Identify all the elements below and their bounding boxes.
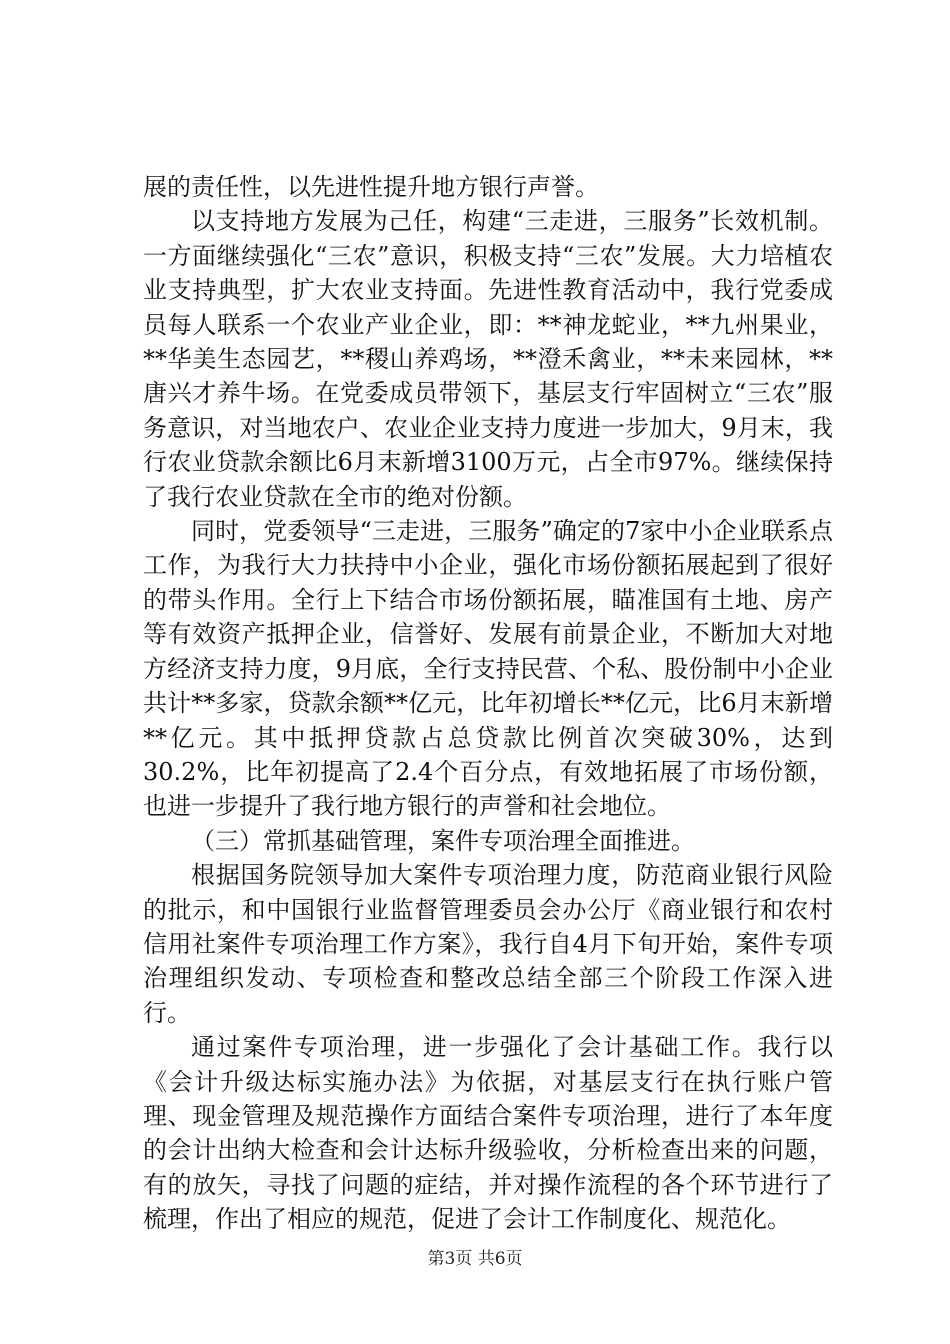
paragraph-continuation: 展的责任性，以先进性提升地方银行声誉。	[143, 173, 599, 201]
page-number-footer: 第3页 共6页	[427, 1249, 523, 1269]
paragraph-rural-support: 以支持地方发展为己任，构建“三走进，三服务”长效机制。一方面继续强化“三农”意识，积极支持“三农”发展。大力培植农业支持典型，扩大农业支持面。先进性教育活动中，我行党委成员每人联系一个农业产业企业，即：**神龙蛇业，**九州果业，**华美生态园艺，**稷山养鸡场，**澄禾禽业，**未来园林，**唐兴才养牛场。在党委成员带领下，基层支行牢固树立“三农”服务意识，对当地农户、农业企业支持力度进一步加大，9月末，我行农业贷款余额比6月末新增3100万元，占全市97%。继续保持了我行农业贷款在全市的绝对份额。	[143, 207, 833, 511]
section-heading-basic-management: （三）常抓基础管理，案件专项治理全面推进。	[191, 826, 695, 855]
paragraph-case-governance: 根据国务院领导加大案件专项治理力度，防范商业银行风险的批示，和中国银行业监督管理委员会办公厅《商业银行和农村信用社案件专项治理工作方案》，我行自4月下旬开始，案件专项治理组织发动、专项检查和整改总结全部三个阶段工作深入进行。	[143, 861, 833, 1027]
document-body	[143, 170, 833, 1237]
paragraph-sme-support: 同时，党委领导“三走进，三服务”确定的7家中小企业联系点工作，为我行大力扶持中小企业，强化市场份额拓展起到了很好的带头作用。全行上下结合市场份额拓展，瞄准国有土地、房产等有效资产抵押企业，信誉好、发展有前景企业，不断加大对地方经济支持力度，9月底，全行支持民营、个私、股份制中小企业共计**多家，贷款余额**亿元，比年初增长**亿元，比6月末新增**亿元。其中抵押贷款占总贷款比例首次突破30%，达到30.2%，比年初提高了2.4个百分点，有效地拓展了市场份额，也进一步提升了我行地方银行的声誉和社会地位。	[143, 517, 833, 821]
paragraph-accounting: 通过案件专项治理，进一步强化了会计基础工作。我行以《会计升级达标实施办法》为依据，对基层支行在执行账户管理、现金管理及规范操作方面结合案件专项治理，进行了本年度的会计出纳大检查和会计达标升级验收，分析检查出来的问题，有的放矢，寻找了问题的症结，并对操作流程的各个环节进行了梳理，作出了相应的规范，促进了会计工作制度化、规范化。	[143, 1033, 833, 1234]
